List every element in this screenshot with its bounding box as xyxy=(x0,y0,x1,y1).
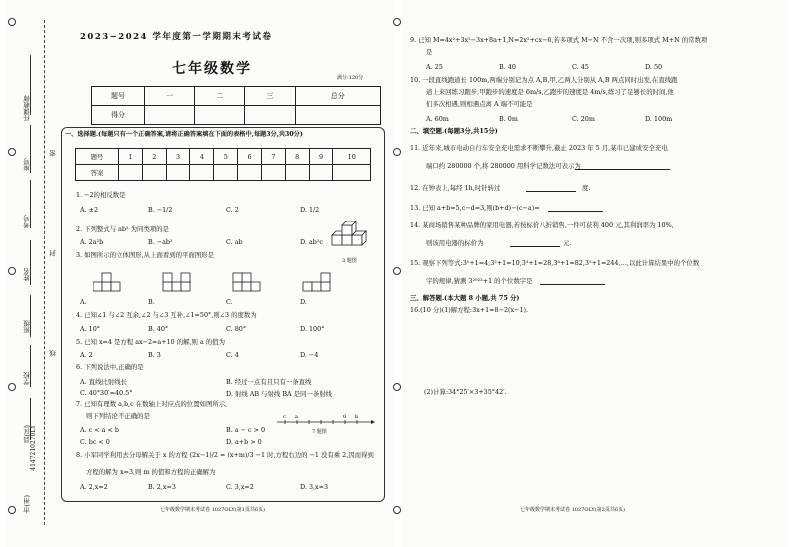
answer-table-header-num: 6 xyxy=(238,149,262,165)
fill-question-13-stem: 13. 已知 a+b=5,c−d=3,则(b+d)−(c−a)= xyxy=(410,204,540,212)
q16b-answer-area[interactable] xyxy=(410,400,750,500)
answer-table-header-num: 5 xyxy=(214,149,238,165)
question-6-option-D[interactable]: D. 射线 AB 与射线 BA 是同一条射线 xyxy=(226,390,333,398)
question-7-stem-cont: 则下列结论不正确的是 xyxy=(86,412,150,420)
page-title: 七年级数学 xyxy=(172,61,252,77)
question-2-stem: 2. 下列整式与 ab² 为同类项的是 xyxy=(76,225,169,233)
fill-question-14-unit: 元. xyxy=(563,239,572,247)
q16-part2: (2)计算:34°25′×3+35°42′. xyxy=(424,388,507,396)
question-1-option-D[interactable]: D. 1/2 xyxy=(300,206,320,214)
question-2-option-A[interactable]: A. 2a²b xyxy=(80,238,104,246)
question-9-stem-cont: 是 xyxy=(426,48,433,56)
answer-cell[interactable] xyxy=(333,165,371,181)
question-7-stem: 7. 已知有理数 a,b,c 在数轴上对应点的位置如图所示, xyxy=(76,400,228,408)
q16-part1: 16.(10 分)(1)解方程:3x+1=8−2(x−1). xyxy=(410,306,529,314)
question-7-option-A[interactable]: A. c < a < b xyxy=(80,426,119,434)
answer-table-header-num: 2 xyxy=(142,149,166,165)
fill-question-12-stem: 12. 在钟表上,每经 1h,时针转过 xyxy=(410,184,501,192)
question-1-option-C[interactable]: C. 2 xyxy=(226,206,239,214)
fill-question-12-unit: 度. xyxy=(582,184,591,192)
score-cell-1[interactable] xyxy=(145,106,195,125)
question-6-stem: 6. 下列说法中,正确的是 xyxy=(76,363,144,371)
question-8-option-B[interactable]: B. 2,x=3 xyxy=(148,483,176,491)
binding-hole xyxy=(8,18,16,26)
question-10-option-D[interactable]: D. 100m xyxy=(645,115,673,123)
left-footer: 七年级数学期末考试卷 1027OLY(第1页共6页) xyxy=(160,507,265,513)
answer-cell[interactable] xyxy=(190,165,214,181)
q3-figure-caption: 3 题图 xyxy=(342,258,357,264)
field-line-seat[interactable] xyxy=(30,125,31,173)
question-9-option-A[interactable]: A. 25 xyxy=(426,63,443,71)
question-3-stem: 3. 如图所示的立体图形,从上面看到的平面图形是 xyxy=(76,251,214,259)
q16-answer-area[interactable] xyxy=(410,318,750,383)
answer-row-label: 答案 xyxy=(76,165,119,181)
question-4-option-B[interactable]: B. 40° xyxy=(148,325,169,333)
answer-table xyxy=(75,148,371,181)
seal-line xyxy=(44,20,45,525)
label-exam-no: 考号 xyxy=(23,215,31,228)
seal-char-2: 封 xyxy=(49,250,57,257)
fill-question-11-stem-cont: 端口约 280000 个,将 280000 用科学记数法可表示为 xyxy=(426,162,581,170)
score-header-3: 三 xyxy=(245,87,295,106)
question-1-stem: 1. −2的相反数是 xyxy=(76,191,126,199)
score-row-label: 得分 xyxy=(92,106,145,125)
label-school: 学校 xyxy=(23,372,31,385)
question-9-option-C[interactable]: C. 45 xyxy=(572,63,589,71)
question-8-stem: 8. 小军同学利用去分母解关于 x 的方程 (2x−1)/2 = (x+m)/3 −1 时,方程右边的 −1 没有乘 2,因而得到 xyxy=(76,451,374,459)
q3-cube-figure xyxy=(330,221,370,251)
binding-hole xyxy=(8,148,16,156)
answer-table-header-num: 8 xyxy=(285,149,309,165)
binding-hole xyxy=(393,383,401,391)
question-4-option-C[interactable]: C. 80° xyxy=(226,325,247,333)
label-city: 市(州) xyxy=(23,495,31,514)
svg-text:0: 0 xyxy=(343,414,347,420)
fill-question-11-answer-blank[interactable] xyxy=(575,169,670,170)
question-7-option-D[interactable]: D. a+b > 0 xyxy=(226,438,262,446)
binding-hole xyxy=(8,267,16,275)
question-10-option-B[interactable]: B. 0m xyxy=(499,115,518,123)
score-cell-3[interactable] xyxy=(245,106,295,125)
question-1-option-A[interactable]: A. ±2 xyxy=(80,206,99,214)
question-2-option-C[interactable]: C. ab xyxy=(226,238,243,246)
binding-hole xyxy=(8,506,16,514)
question-10-option-A[interactable]: A. 60m xyxy=(426,115,449,123)
question-10-stem-cont2: 们多次相遇,则相遇点离 A 端不可能是 xyxy=(426,100,533,108)
label-name: 姓名 xyxy=(23,268,31,281)
answer-table-header-num: 4 xyxy=(190,149,214,165)
question-3-option-B[interactable]: B. xyxy=(148,298,155,306)
right-footer: 七年级数学期末考试卷 1027OLY(第2页共6页) xyxy=(520,507,625,513)
field-line-name[interactable] xyxy=(30,240,31,285)
fill-question-14-stem: 14. 某商场销售某种品牌的家用电器,若按标价八折销售,一件可获利 400 元,其利润率为 10%, xyxy=(410,221,674,229)
q7-number-line xyxy=(275,410,375,430)
question-3-option-C[interactable]: C. xyxy=(226,298,233,306)
answer-cell[interactable] xyxy=(142,165,166,181)
answer-table-header-num: 7 xyxy=(261,149,285,165)
svg-text:a: a xyxy=(295,414,298,420)
question-8-option-D[interactable]: D. 3,x=3 xyxy=(300,483,329,491)
question-7-option-B[interactable]: B. a − c > 0 xyxy=(226,426,266,434)
answer-cell[interactable] xyxy=(238,165,262,181)
fill-question-14-answer-blank[interactable] xyxy=(510,246,560,247)
question-7-option-C[interactable]: C. bc < 0 xyxy=(80,438,110,446)
question-8-stem-cont: 方程的解为 x=3,则 m 的值和方程的正确解为 xyxy=(86,468,216,476)
binding-hole xyxy=(393,18,401,26)
answer-table-header-num: 3 xyxy=(166,149,190,165)
answer-cell[interactable] xyxy=(166,165,190,181)
seal-char-1: 密 xyxy=(49,150,57,157)
answer-table-header-num: 10 xyxy=(333,149,371,165)
fill-question-12-answer-blank[interactable] xyxy=(526,191,576,192)
answer-cell[interactable] xyxy=(214,165,238,181)
question-3-option-A[interactable]: A. xyxy=(80,298,87,306)
seal-char-3: 线 xyxy=(49,350,57,357)
question-8-option-C[interactable]: C. 3,x=2 xyxy=(226,483,254,491)
binding-hole xyxy=(8,383,16,391)
question-5-option-D[interactable]: D. −4 xyxy=(300,351,319,359)
binding-hole xyxy=(393,267,401,275)
answer-table-header-num: 9 xyxy=(309,149,333,165)
question-6-option-B[interactable]: B. 经过一点有且只有一条直线 xyxy=(226,378,312,386)
exam-code: 4147210270LY xyxy=(30,425,37,471)
score-header-1: 一 xyxy=(145,87,195,106)
answer-cell[interactable] xyxy=(261,165,285,181)
question-9-option-B[interactable]: B. 40 xyxy=(499,63,516,71)
question-2-option-D[interactable]: D. ab²c xyxy=(300,238,324,246)
score-header-total: 总分 xyxy=(295,87,380,106)
question-8-option-A[interactable]: A. 2,x=2 xyxy=(80,483,108,491)
section3-title: 三、解答题.(本大题 8 小题,共 75 分) xyxy=(410,294,520,302)
field-line-school[interactable] xyxy=(30,345,31,387)
question-5-option-B[interactable]: B. 3 xyxy=(148,351,161,359)
answer-cell[interactable] xyxy=(119,165,143,181)
question-9-option-D[interactable]: D. 50 xyxy=(645,63,663,71)
fill-question-11-stem: 11. 近年来,城市电动自行车安全充电需求不断攀升,截止 2023 年 5 月,某市已建成安全充电 xyxy=(410,144,668,152)
question-4-option-A[interactable]: A. 10° xyxy=(80,325,101,333)
q7-figure-caption: 7 题图 xyxy=(312,429,327,435)
question-1-option-B[interactable]: B. −1/2 xyxy=(148,206,173,214)
question-5-option-A[interactable]: A. 2 xyxy=(80,351,93,359)
field-line-teacher[interactable] xyxy=(30,55,31,115)
fill-question-13-answer-blank[interactable] xyxy=(548,211,603,212)
score-cell-2[interactable] xyxy=(195,106,245,125)
answer-cell[interactable] xyxy=(285,165,309,181)
question-4-stem: 4. 已知∠1 与∠2 互余,∠2 与∠3 互补,∠1=50°,则∠3 的度数为 xyxy=(76,311,257,319)
section1-title: 一、选择题.(每题只有一个正确答案,请将正确答案填在下面的表格中,每题3分,共30分) xyxy=(65,131,303,138)
label-class: 班级 xyxy=(23,320,31,333)
score-header-2: 二 xyxy=(195,87,245,106)
question-10-option-C[interactable]: C. 20m xyxy=(572,115,595,123)
question-6-option-C[interactable]: C. 40°30′=40.5° xyxy=(80,389,133,397)
svg-text:b: b xyxy=(355,414,359,420)
question-2-option-B[interactable]: B. −ab² xyxy=(148,238,173,246)
field-line-exam-no[interactable] xyxy=(30,180,31,228)
fill-question-15-stem-cont: 字的规律,猜测 3²⁰²³+1 的个位数字是 xyxy=(426,277,533,285)
question-4-option-D[interactable]: D. 100° xyxy=(300,325,325,333)
question-6-option-A[interactable]: A. 直线比射线长 xyxy=(80,378,128,386)
binding-hole xyxy=(393,506,401,514)
exam-year: 2023−2024 学年度第一学期期末考试卷 xyxy=(80,32,273,42)
answer-table-header-num: 1 xyxy=(119,149,143,165)
label-seat: 座号 xyxy=(23,158,31,171)
label-teacher: 任课教师 xyxy=(23,95,31,121)
full-score: 满分:120分 xyxy=(337,75,364,81)
question-10-stem: 10. 一段直线跑道长 100m,两端分别记为点 A,B,甲,乙两人分别从 A,B 两点同时出发,在直线跑 xyxy=(410,76,678,84)
field-line-class[interactable] xyxy=(30,295,31,337)
section2-title: 二、填空题.(每题3分,共15分) xyxy=(410,127,498,135)
fill-question-15-stem: 15. 观察下列等式:3¹+1=4,3²+1=10,3³+1=28,3⁴+1=82,3⁵+1=244,…,以此计算结果中的个位数 xyxy=(410,259,700,267)
question-5-option-C[interactable]: C. 4 xyxy=(226,351,239,359)
binding-hole xyxy=(393,148,401,156)
svg-text:c: c xyxy=(283,414,286,420)
q3-option-shapes xyxy=(93,266,373,306)
fill-question-15-answer-blank[interactable] xyxy=(540,284,605,285)
score-table xyxy=(91,86,381,125)
label-county: 县(区) xyxy=(23,425,31,444)
answer-table-header-label: 题号 xyxy=(76,149,119,165)
question-9-stem: 9. 已知 M=4x²+3x²−3x+8a+1,N=2x²+cx−6,若多项式 M−N 不含一次项,则多项式 M+N 的常数项 xyxy=(410,36,708,44)
answer-cell[interactable] xyxy=(309,165,333,181)
score-header-label: 题号 xyxy=(92,87,145,106)
score-cell-total[interactable] xyxy=(295,106,380,125)
question-10-stem-cont: 道上来回练习跑步,甲跑步的速度是 6m/s,乙跑步的速度是 4m/s,练习了足够长的时间,他 xyxy=(426,88,674,96)
question-3-option-D[interactable]: D. xyxy=(300,298,307,306)
question-5-stem: 5. 已知 x=4 是方程 ax−2=a+10 的解,则 a 的值为 xyxy=(76,338,225,346)
fill-question-14-stem-cont: 则该用电器的标价为 xyxy=(426,239,484,247)
